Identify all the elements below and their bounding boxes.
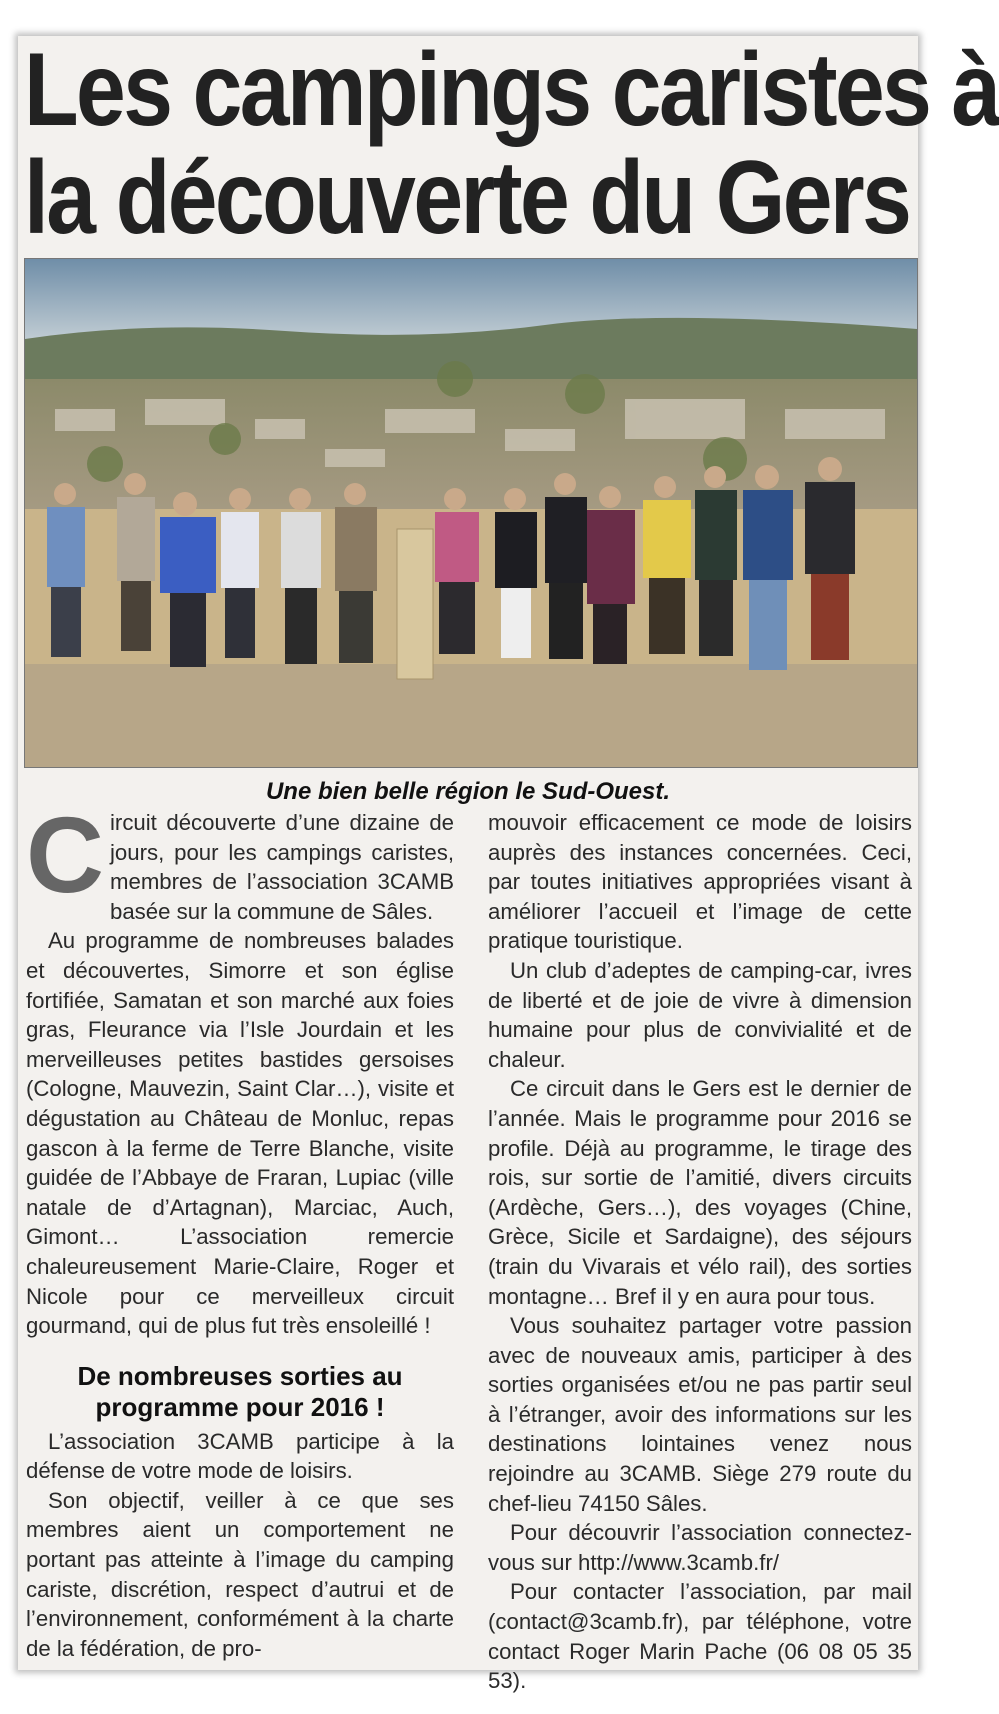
headline-line-1: Les campings caristes à: [24, 32, 999, 148]
headline: [24, 32, 999, 256]
paragraph-website: Pour découvrir l’association connectez-vous sur http://www.3camb.fr/: [488, 1520, 912, 1575]
paragraph-circuit: Ce circuit dans le Gers est le dernier de l’année. Mais le programme pour 2016 se profile. Déjà au programme, le tirage des rois, sur sortie de l’amitié, divers circuits (Ardèche, Gers…), des voyages (Chine, Grèce, Sicile et Sardaigne), des séjours (train du Vivarais et vélo rail), des sorties montagne… Bref il y en aura pour tous.: [488, 1076, 912, 1309]
intro-paragraph: [26, 794, 454, 926]
intro-text: ircuit découverte d’une dizaine de jours, pour les campings caristes, membres de l’association 3CAMB basée sur la commune de Sâles.: [110, 810, 454, 924]
group-photo: [24, 258, 918, 768]
newspaper-clipping: [18, 32, 999, 1694]
headline-line-2: la découverte du Gers: [24, 140, 910, 256]
dropcap: C: [26, 794, 104, 915]
subheading: De nombreuses sorties au programme pour 2016 !: [77, 1360, 403, 1422]
paragraph-join: Vous souhaitez partager votre passion avec de nouveaux amis, participer à des sorties organisées et/ou ne pas partir seul à l’étranger, avoir des informations sur les destinations lointaines venez nous rejoindre au 3CAMB. Siège 279 route du chef-lieu 74150 Sâles.: [488, 1313, 912, 1516]
paragraph-association: L’association 3CAMB participe à la défense de votre mode de loisirs.: [26, 1428, 454, 1484]
article-column-left: [26, 794, 454, 1663]
paragraph-club: Un club d’adeptes de camping-car, ivres de liberté et de joie de vivre à dimension humaine pour plus de convivialité et de chaleur.: [488, 957, 912, 1072]
group-photo-illustration: [25, 259, 917, 767]
paragraph-programme: Au programme de nombreuses balades et découvertes, Simorre et son église fortifiée, Samatan et son marché aux foies gras, Fleurance via l’Isle Jourdain et les merveilleuses petites bastides gersoises (Cologne, Mauvezin, Saint Clar…), visite et dégustation au Château de Monluc, repas gascon à la ferme de Terre Blanche, visite guidée de l’Abbaye de Fraran, Lupiac (ville natale de d’Artagnan), Marciac, Auch, Gimont… L’association remercie chaleureusement Marie-Claire, Roger et Nicole pour ce merveilleux circuit gourmand, qui de plus fut très ensoleillé !: [26, 928, 454, 1339]
paragraph-objective: Son objectif, veiller à ce que ses membres aient un comportement ne portant pas atteinte à l’image du camping cariste, discrétion, respect d’autrui et de l’environnement, conformément à la charte de la fédération, de pro-: [26, 1487, 454, 1661]
photo-caption: Une bien belle région le Sud-Ouest.: [265, 778, 671, 805]
paragraph-contact: Pour contacter l’association, par mail (contact@3camb.fr), par téléphone, votre contact Roger Marin Pache (06 08 05 35 53).: [488, 1579, 912, 1694]
article-column-right: [488, 808, 912, 1696]
paragraph-objective-continued: mouvoir efficacement ce mode de loisirs auprès des instances concernées. Ceci, par toutes initiatives appropriées visant à améliorer l’accueil et l’image de cette pratique touristique.: [488, 810, 912, 954]
